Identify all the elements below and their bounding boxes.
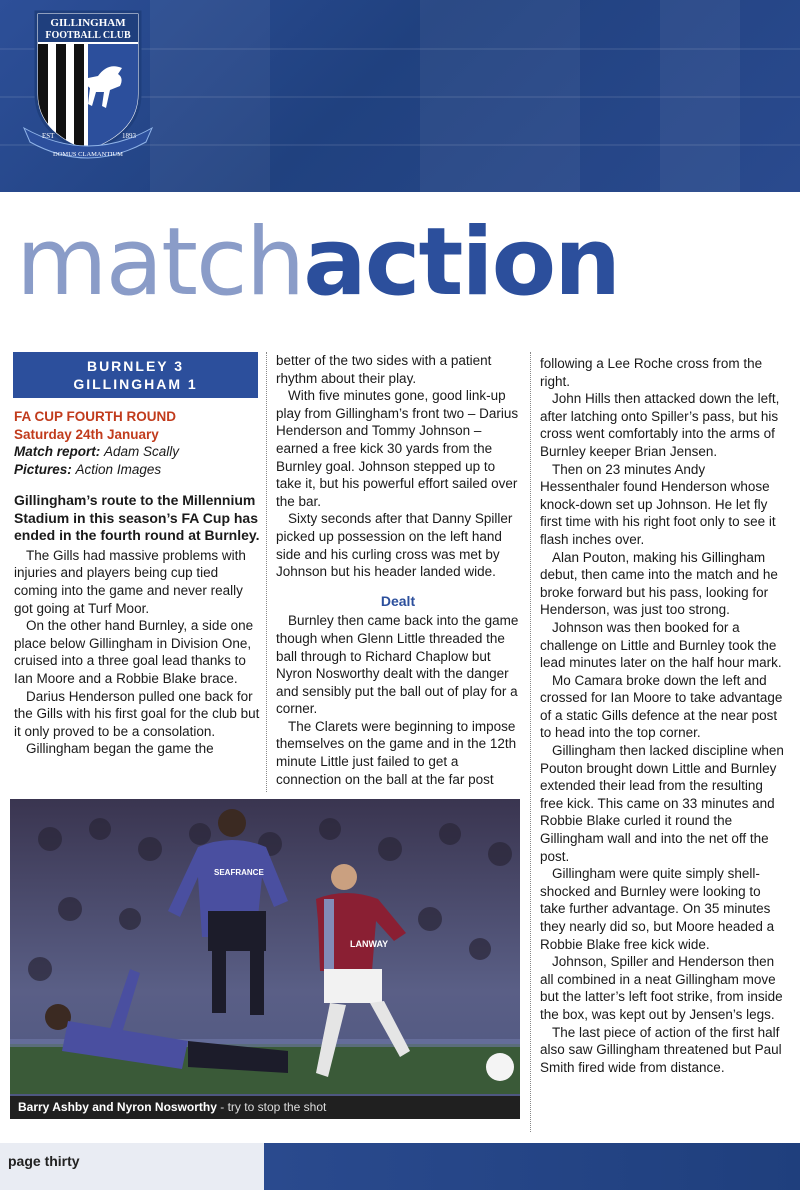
article-lead: Gillingham’s route to the Millennium Stadium in this season’s FA Cup has ended in the fourth round at Burnley. (14, 492, 260, 544)
crest-year: 1893 (122, 132, 136, 140)
paragraph: John Hills then attacked down the left, after latching onto Spiller’s pass, but his cross went comfortably into the arms of Burnley keeper Brian Jensen. (540, 391, 780, 459)
match-photo (10, 799, 520, 1119)
match-photo-image (10, 799, 520, 1119)
article-column-2 (276, 352, 520, 788)
away-sponsor: SEAFRANCE (214, 868, 264, 877)
paragraph: The Clarets were beginning to impose themselves on the game and in the 12th minute Little just failed to get a connection on the ball at the far post (276, 718, 517, 787)
paragraph: Mo Camara broke down the left and crossed for Ian Moore to take advantage of a static Gills defence at the near post to head into the top corner. (540, 672, 783, 741)
title-light: match (16, 208, 304, 317)
footer-band (0, 1143, 800, 1190)
article-column-1 (14, 492, 260, 758)
photo-caption (10, 1096, 520, 1119)
column-divider (266, 352, 267, 792)
caption-names: Barry Ashby and Nyron Nosworthy (18, 1100, 217, 1114)
header-band (0, 0, 800, 192)
paragraph: Gillingham then lacked discipline when Pouton brought down Little and Burnley extended their lead from the resulting free kick. This came on 33 minutes and Robbie Blake curled it round the Gillingham wall and into the net off the post. (540, 743, 784, 864)
page-number: page thirty (8, 1153, 80, 1169)
paragraph: Gillingham were quite simply shell-shocked and Burnley were looking to take further advantage. On 35 minutes they nearly did so, but Moore headed a Robbie Blake free kick wide. (540, 866, 775, 952)
paragraph: Burnley then came back into the game though when Glenn Little threaded the ball through to Richard Chaplow but Nyron Nosworthy dealt with the danger and sensibly put the ball out of play for a corner. (276, 613, 519, 717)
paragraph: Gillingham began the game the (26, 741, 214, 757)
paragraph: better of the two sides with a patient rhythm about their play. (276, 353, 492, 386)
report-credit: Match report: Adam Scally (14, 444, 180, 459)
paragraph: Sixty seconds after that Danny Spiller picked up possession on the left hand side and his curling cross was met by Johnson but his header landed wide. (276, 511, 513, 580)
article-column-3 (540, 355, 786, 1076)
match-meta (14, 408, 259, 478)
crest-motto: DOMUS CLAMANTIUM (53, 151, 123, 158)
score-home: BURNLEY 3 (86, 358, 185, 374)
score-away: GILLINGHAM 1 (73, 376, 198, 392)
column-divider (530, 352, 531, 1132)
crest-name-line1: GILLINGHAM (50, 17, 126, 29)
paragraph: following a Lee Roche cross from the right. (540, 356, 763, 389)
page-title (16, 208, 619, 318)
crest-est: EST (42, 132, 55, 140)
competition: FA CUP FOURTH ROUND (14, 409, 176, 424)
paragraph: Johnson, Spiller and Henderson then all combined in a neat Gillingham move but the latter’s left foot strike, from inside the box, was kept out by Jensen’s legs. (540, 954, 783, 1022)
paragraph: On the other hand Burnley, a side one place below Gillingham in Division One, cruised into a three goal lead thanks to Ian Moore and a Robbie Blake brace. (14, 618, 254, 686)
crest-name-line2: FOOTBALL CLUB (45, 30, 131, 41)
paragraph: Darius Henderson pulled one back for the Gills with his first goal for the club but it only proved to be a consolation. (14, 688, 260, 739)
paragraph: The last piece of action of the first half also saw Gillingham threatened but Paul Smith fired wide from distance. (540, 1024, 782, 1075)
paragraph: The Gills had massive problems with injuries and players being cup tied coming into the game and never really got going at Turf Moor. (14, 547, 246, 616)
paragraph: With five minutes gone, good link-up play from Gillingham’s front two – Darius Henderson and Tommy Johnson – earned a free kick 30 yards from the Burnley goal. Johnson stepped up to take it, but his powerful effort sailed over the bar. (276, 388, 519, 509)
pictures-credit: Pictures: Action Images (14, 461, 162, 477)
match-date: Saturday 24th January (14, 426, 159, 442)
score-box (13, 352, 258, 398)
paragraph: Alan Pouton, making his Gillingham debut, then came into the match and he broke forward but his pass, looking for Henderson, was just too strong. (540, 549, 778, 618)
club-crest-icon (22, 6, 154, 174)
caption-text: - try to stop the shot (216, 1100, 327, 1114)
paragraph: Then on 23 minutes Andy Hessenthaler found Henderson whose knock-down set up Johnson. He let fly first time with his right foot only to see it flash inches over. (540, 461, 776, 547)
title-bold: action (303, 208, 620, 317)
home-sponsor: LANWAY (350, 939, 389, 949)
subheading: Dealt (380, 592, 416, 609)
paragraph: Johnson was then booked for a challenge on Little and Burnley took the lead minutes later on the half hour mark. (540, 619, 782, 671)
